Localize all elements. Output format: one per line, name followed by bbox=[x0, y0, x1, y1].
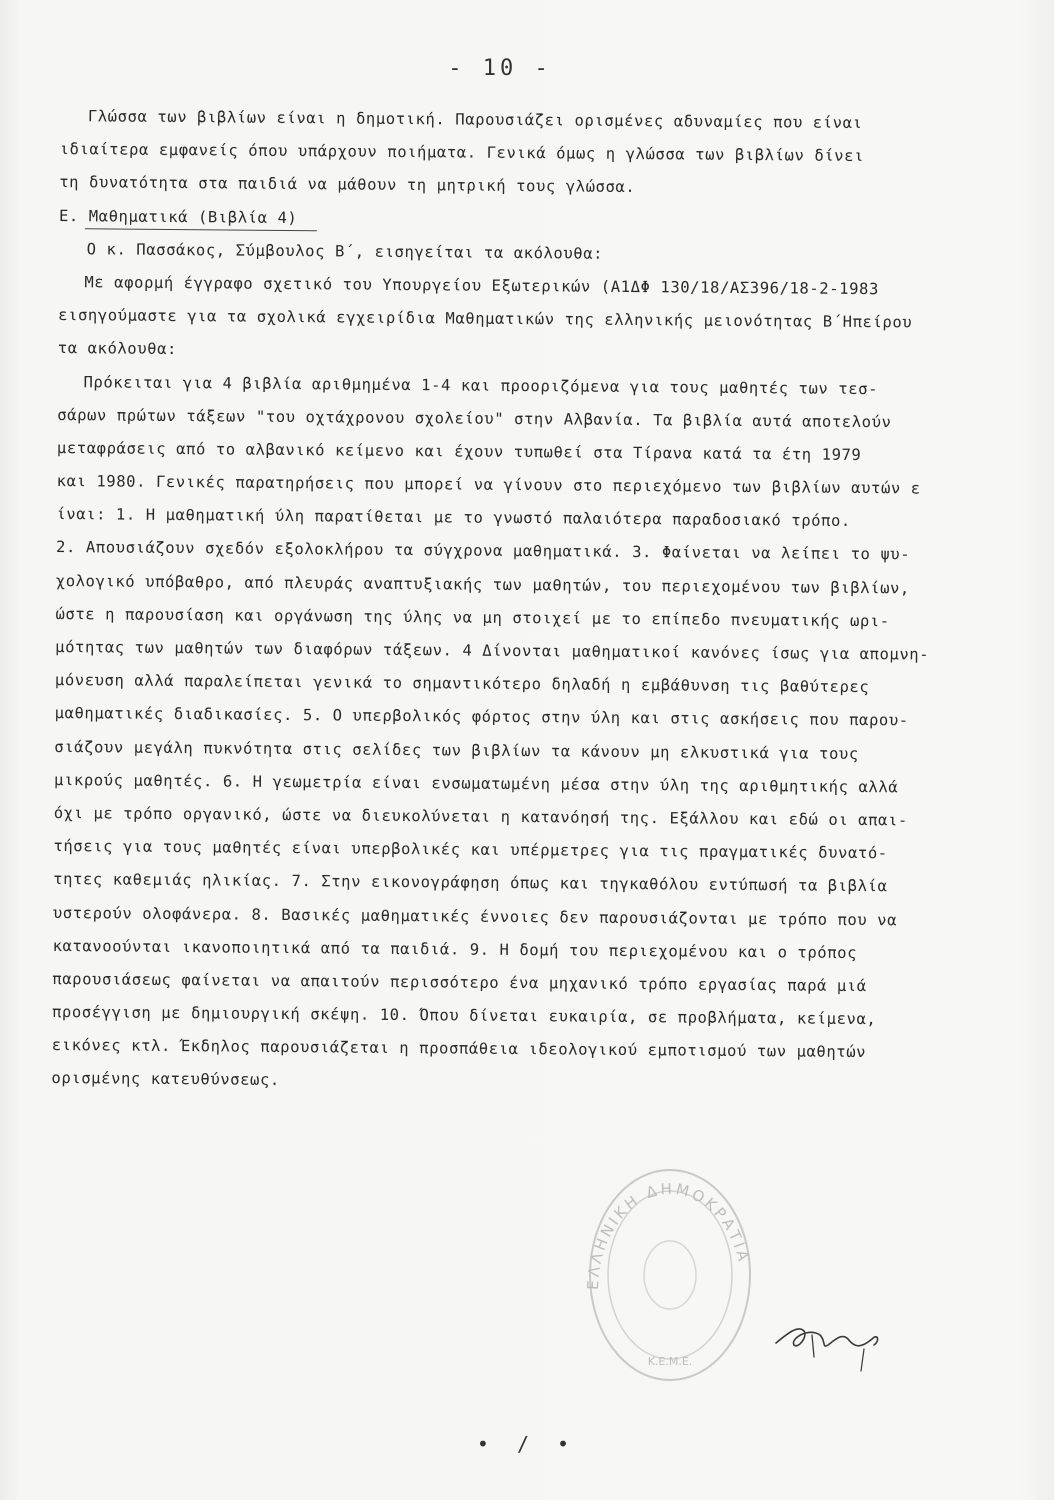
text-line: τητες καθεμιάς ηλικίας. 7. Στην εικονογράφηση όπως και τηγκαθόλου εντύπωσή τα βιβλία bbox=[53, 870, 888, 896]
page-number: - 10 - bbox=[448, 56, 552, 81]
text-line: ορισμένης κατευθύνσεως. bbox=[51, 1069, 280, 1090]
text-line: μόνευση αλλά παραλείπεται γενικά το σημαντικότερο δηλαδή η εμβάθυνση τις βαθύτερες bbox=[54, 671, 870, 697]
text-line: τα ακόλουθα: bbox=[57, 339, 178, 359]
svg-text:ΕΛΛΗΝΙΚΗ ΔΗΜΟΚΡΑΤΙΑ: ΕΛΛΗΝΙΚΗ ΔΗΜΟΚΡΑΤΙΑ bbox=[583, 1179, 754, 1291]
text-line: ιδιαίτερα εμφανείς όπου υπάρχουν ποιήματα. Γενικά όμως η γλώσσα των βιβλίων δίνει bbox=[59, 140, 865, 166]
official-seal bbox=[580, 1160, 760, 1390]
text-line: μεταφράσεις από το αλβανικό κείμενο και έχουν τυπωθεί στα Τίρανα κατά τα έτη 1979 bbox=[56, 438, 862, 464]
text-line: μικρούς μαθητές. 6. Η γεωμετρία είναι ενσωματωμένη μέσα στην ύλη της αριθμητικής αλλά bbox=[53, 770, 899, 797]
text-line: κατανοούνται ικανοποιητικά από τα παιδιά. 9. Η δομή του περιεχομένου και ο τρόπος bbox=[52, 936, 858, 962]
text-line: όχι με τρόπο οργανικό, ώστε να διευκολύνεται η κατανόησή της. Εξάλλου και εδώ οι απαι- bbox=[53, 803, 908, 830]
text-line: τη δυνατότητα στα παιδιά να μάθουν τη μητρική τους γλώσσα. bbox=[59, 173, 636, 197]
text-line: εικόνες κτλ. Έκδηλος παρουσιάζεται η προσπάθεια ιδεολογικού εμποτισμού των μαθητών bbox=[51, 1036, 867, 1062]
section-letter: Ε. bbox=[58, 206, 79, 225]
text-line: Με αφορμή έγγραφο σχετικό του Υπουργείου Εξωτερικών (Α1ΔΦ 130/18/ΑΣ396/18-2-1983 bbox=[84, 273, 880, 299]
text-line: Πρόκειται για 4 βιβλία αριθμημένα 1-4 και προοριζόμενα για τους μαθητές των τεσ- bbox=[83, 372, 879, 398]
footer-continuation-mark: • / • bbox=[476, 1432, 578, 1456]
text-line: Γλώσσα των βιβλίων είναι η δημοτική. Παρουσιάζει ορισμένες αδυναμίες που είναι bbox=[87, 107, 863, 133]
text-line: ώστε η παρουσίαση και οργάνωση της ύλης να μη στοιχεί με το επίπεδο πνευματικής ωρι- bbox=[55, 604, 890, 631]
document-body bbox=[51, 100, 1020, 1104]
text-line: υστερούν ολοφάνερα. 8. Βασικές μαθηματικές έννοιες δεν παρουσιάζονται με τρόπο που να bbox=[52, 903, 898, 929]
text-line: προσέγγιση με δημιουργική σκέψη. 10. Όπου δίνεται ευκαιρία, σε προβλήματα, κείμενα, bbox=[51, 1003, 877, 1029]
text-line: εισηγούμαστε για τα σχολικά εγχειρίδια Μαθηματικών της ελληνικής μειονότητας Β΄Ηπείρου bbox=[58, 306, 913, 332]
text-line: χολογικό υπόβαθρο, από πλευράς αναπτυξιακής των μαθητών, του περιεχομένου των βιβλίων, bbox=[55, 571, 910, 598]
text-line: μότητας των μαθητών των διαφόρων τάξεων. 4 Δίνονται μαθηματικοί κανόνες ίσως για απομνη- bbox=[55, 637, 930, 664]
text-line: και 1980. Γενικές παρατηρήσεις που μπορεί να γίνουν στο περιεχόμενο των βιβλίων αυτών ε bbox=[56, 472, 921, 498]
text-line: τήσεις για τους μαθητές είναι υπερβολικές και υπέρμετρες για τις πραγματικές δυνατό- bbox=[53, 837, 888, 863]
text-line: 2. Απουσιάζουν σχεδόν εξολοκλήρου τα σύγχρονα μαθηματικά. 3. Φαίνεται να λείπει το ψυ- bbox=[56, 538, 911, 564]
text-line: σάρων πρώτων τάξεων "του οχτάχρονου σχολείου" στην Αλβανία. Τα βιβλία αυτά αποτελούν bbox=[57, 405, 892, 431]
signature bbox=[768, 1305, 888, 1375]
text-line: παρουσιάσεως φαίνεται να απαιτούν περισσότερο ένα μηχανικό τρόπο εργασίας παρά μιά bbox=[52, 969, 867, 995]
intro-line: Ο κ. Πασσάκος, Σύμβουλος Β΄, εισηγείται τα ακόλουθα: bbox=[86, 239, 604, 263]
text-line: σιάζουν μεγάλη πυκνότητα στις σελίδες των βιβλίων τα κάνουν μη ελκυστικά για τους bbox=[54, 737, 859, 763]
text-line: ίναι: 1. Η μαθηματική ύλη παρατίθεται με το γνωστό παλαιότερα παραδοσιακό τρόπο. bbox=[56, 505, 851, 531]
svg-text:Κ.Ε.Μ.Ε.: Κ.Ε.Μ.Ε. bbox=[647, 1355, 693, 1368]
text-line: μαθηματικές διαδικασίες. 5. Ο υπερβολικός φόρτος στην ύλη και στις ασκήσεις που παρου- bbox=[54, 704, 909, 730]
section-title: Μαθηματικά (Βιβλία 4) bbox=[88, 206, 298, 227]
